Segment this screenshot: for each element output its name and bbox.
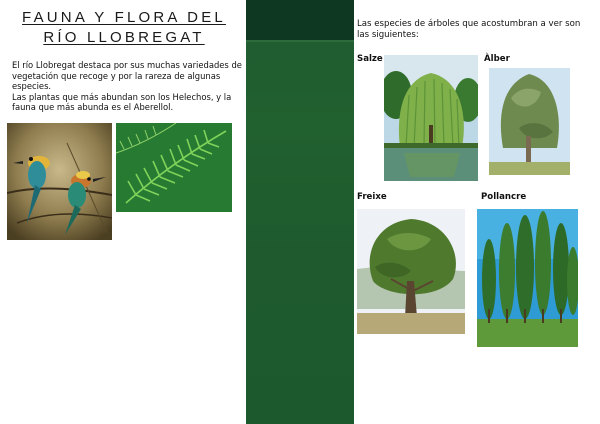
pollancre-photo <box>477 209 578 347</box>
green-panel-header <box>246 0 354 40</box>
tree-label-freixe: Freixe <box>357 192 387 202</box>
green-panel-edge <box>246 40 354 42</box>
bee-eater-photo <box>7 123 112 240</box>
tree-label-salze: Salze <box>357 54 383 64</box>
tree-label-pollancre: Pollancre <box>481 192 527 202</box>
trees-intro: Las especies de árboles que acostumbran a ver son las siguientes: <box>357 19 581 40</box>
left-intro <box>12 60 242 113</box>
tree-label-alber: Àlber <box>484 54 510 64</box>
alber-photo <box>489 68 570 175</box>
green-divider-panel <box>246 0 354 424</box>
fern-photo <box>116 123 232 212</box>
intro-paragraph-1: El río Llobregat destaca por sus muchas variedades de vegetación que recoge y por la rareza de algunas especies. <box>12 60 242 92</box>
title-line-2: RÍO LLOBREGAT <box>43 29 205 46</box>
intro-paragraph-2: Las plantas que más abundan son los Helechos, y la fauna que más abunda es el Aberellol. <box>12 91 232 113</box>
page-title <box>8 8 240 48</box>
title-line-1: FAUNA Y FLORA DEL <box>22 9 226 26</box>
freixe-photo <box>357 209 465 334</box>
salze-photo <box>384 55 478 181</box>
